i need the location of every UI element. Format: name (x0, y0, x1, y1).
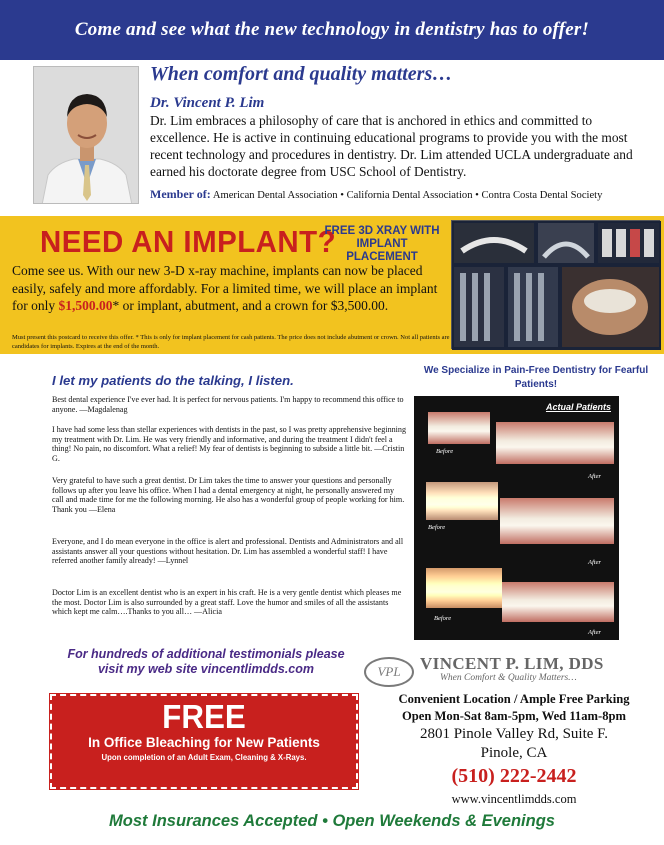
implant-title: NEED AN IMPLANT? (40, 224, 337, 259)
implant-price: $1,500.00 (58, 298, 113, 313)
member-list: American Dental Association • California Dental Association • Contra Costa Dental Society (212, 190, 603, 201)
before-tag: Before (436, 448, 454, 455)
doctor-bio: Dr. Lim embraces a philosophy of care that is anchored in ethics and committed to excellence. He is active in continuing educational programs to provide you with the most recent technology and procedures in dentistry. Dr. Lim attended UCLA undergraduate and earned his doctorate degree from USC School of Dentistry. (150, 113, 633, 179)
memberships (150, 187, 602, 202)
testimonial-item: Very grateful to have such a great dentist. Dr Lim takes the time to answer your questions and personally follows up after you leave his office. When I had a dental emergency at night, he personally answered my call and made time for me the following morning. He also has a wonderful group of people working for him. Thank you —Elena (52, 476, 405, 514)
testimonials-header: I let my patients do the talking, I listen. (52, 373, 294, 388)
phone-number[interactable]: (510) 222-2442 (451, 765, 577, 787)
coupon-subtitle: In Office Bleaching for New Patients (88, 735, 320, 750)
testimonial-item: Best dental experience I've ever had. It is perfect for nervous patients. I'm happy to recommend this office to anyone. —Magdalenag (52, 395, 404, 414)
address-line-2: Pinole, CA (480, 745, 548, 761)
address-line-1: 2801 Pinole Valley Rd, Suite F. (419, 726, 609, 742)
after-tag: After (588, 629, 601, 636)
after-photo (502, 582, 614, 622)
footer-tagline: Most Insurances Accepted • Open Weekends & Evenings (109, 812, 555, 830)
before-photo (426, 568, 502, 608)
top-banner (0, 0, 664, 60)
xray-offer: FREE 3D XRAY WITH IMPLANT PLACEMENT (324, 225, 440, 263)
doctor-photo (33, 66, 139, 204)
banner-text: Come and see what the new technology in dentistry has to offer! (74, 19, 590, 40)
before-after-panel (414, 396, 619, 640)
implant-body-before: Come see us. With our new 3-D x-ray machine, implants can now be placed easily, safely and more affordably. For a limited time, we will place an implant for only (12, 263, 438, 313)
after-photo (496, 422, 614, 464)
testimonial-item: Everyone, and I do mean everyone in the office is alert and professional. Dentists and Administrators and all assistants answer all your questions without hesitation. Dr. Lim has assembled a wonderful staff! I have referred another family already! —Lynnel (52, 537, 404, 566)
specialize-text: We Specialize in Pain-Free Dentistry for Fearful Patients! (423, 365, 649, 390)
member-label: Member of: (150, 187, 211, 201)
after-tag: After (588, 559, 601, 566)
location-line: Convenient Location / Ample Free Parking (398, 692, 630, 706)
headline: When comfort and quality matters… (150, 63, 453, 85)
before-tag: Before (428, 524, 446, 531)
hours-line: Open Mon-Sat 8am-5pm, Wed 11am-8pm (401, 709, 627, 723)
before-photo (426, 482, 498, 520)
logo-initials: VPL (377, 664, 401, 679)
before-tag: Before (434, 615, 452, 622)
testimonial-item: Doctor Lim is an excellent dentist who is an expert in his craft. He is a very gentle dentist which pleases me the most. Doctor Lim is also surrounded by a great staff. Love the humor and smiles of all the assistants which kept me calm….Thanks to you all… —Alicia (52, 588, 402, 617)
actual-patients-label: Actual Patients (545, 402, 611, 412)
brand-name: VINCENT P. LIM, DDS (420, 654, 604, 673)
implant-fine-print: Must present this postcard to receive this offer. * This is only for implant placement for cash patients. The price does not include abutment or crown. Not all patients are candidates for implants. Expires at the end of the month. (12, 334, 450, 350)
testimonial-item: I have had some less than stellar experiences with dentists in the past, so I was pretty apprehensive beginning my treatment with Dr. Lim. He was very friendly and informative, and during the treatment I didn't feel a thing! No pain, no discomfort. What a relief! My fear of dentists is beginning to subside a little bit. —Cristin G. (52, 425, 407, 463)
implant-body (12, 262, 450, 315)
implant-body-after: * or implant, abutment, and a crown for $3,500.00. (112, 298, 389, 313)
brand-tagline: When Comfort & Quality Matters… (440, 673, 577, 683)
practice-logo (364, 657, 414, 687)
coupon-title: FREE (162, 698, 246, 735)
coupon-fine-print: Upon completion of an Adult Exam, Cleaning & X-Rays. (101, 753, 307, 762)
more-testimonials-link[interactable]: For hundreds of additional testimonials please visit my web site vincentlimdds.com (67, 647, 345, 676)
xray-image (451, 220, 660, 349)
website-link[interactable]: www.vincentlimdds.com (451, 792, 577, 806)
after-tag: After (588, 473, 601, 480)
before-photo (428, 412, 490, 444)
doctor-name: Dr. Vincent P. Lim (150, 95, 265, 111)
after-photo (500, 498, 614, 544)
